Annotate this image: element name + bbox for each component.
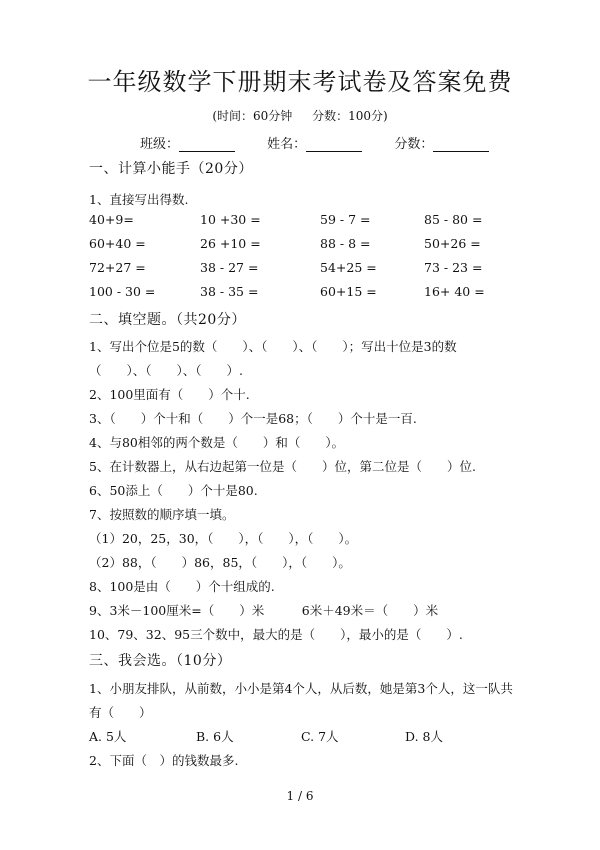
calc-item: 38 - 27 =	[200, 260, 259, 275]
section-1-instruction: 1、直接写出得数.	[89, 192, 189, 207]
total-score: 分数：100分)	[312, 109, 388, 123]
question-line: 6、50添上（ ）个十是80.	[89, 483, 258, 498]
choice-option-a[interactable]: A. 5人	[89, 729, 127, 744]
calc-item: 16+ 40 =	[424, 284, 485, 299]
section-3-heading: 三、我会选。（10分）	[89, 653, 232, 669]
section-1-heading: 一、计算小能手（20分）	[89, 161, 253, 177]
question-line: 8、100是由（ ）个十组成的.	[89, 579, 275, 594]
question-line: 7、按照数的顺序填一填。	[89, 507, 235, 522]
question-line: 有（ ）	[89, 705, 152, 720]
calc-item: 10 +30 =	[200, 212, 261, 227]
question-line: 9、3米－100厘米=（ ）米 6米＋49米＝（ ）米	[89, 603, 439, 618]
question-line: （2）88，（ ）86，85，（ ），（ ）。	[89, 555, 351, 570]
calc-item: 60+40 =	[89, 236, 146, 251]
question-line: 5、在计数器上，从右边起第一位是（ ）位，第二位是（ ）位.	[89, 459, 476, 474]
calc-item: 59 - 7 =	[320, 212, 371, 227]
calc-item: 88 - 8 =	[320, 236, 371, 251]
calc-item: 54+25 =	[320, 260, 377, 275]
calc-item: 73 - 23 =	[424, 260, 483, 275]
time-limit: (时间：60分钟	[212, 109, 293, 123]
calc-item: 26 +10 =	[200, 236, 261, 251]
calc-item: 85 - 80 =	[424, 212, 483, 227]
page-title: 一年级数学下册期末考试卷及答案免费	[87, 68, 513, 96]
question-line: （ ）、（ ）、（ ）.	[89, 363, 243, 378]
name-field[interactable]	[306, 139, 362, 152]
question-line: 3、（ ）个十和（ ）个一是68；（ ）个十是一百.	[89, 411, 417, 426]
choice-option-c[interactable]: C. 7人	[301, 729, 339, 744]
calc-item: 72+27 =	[89, 260, 146, 275]
exam-meta	[0, 107, 600, 124]
score-field[interactable]	[433, 139, 489, 152]
question-line: 2、下面（ ）的钱数最多.	[89, 753, 239, 768]
calc-item: 50+26 =	[424, 236, 481, 251]
question-line: （1）20，25，30，（ ），（ ），（ ）。	[89, 531, 358, 546]
choice-option-d[interactable]: D. 8人	[405, 729, 443, 744]
question-line: 1、小朋友排队，从前数，小小是第4个人，从后数，她是第3个人，这一队共	[89, 681, 513, 696]
calc-item: 38 - 35 =	[200, 284, 259, 299]
score-label: 分数：	[394, 137, 434, 152]
page-number: 1 / 6	[286, 789, 314, 803]
calc-item: 40+9=	[89, 212, 134, 227]
question-line: 1、写出个位是5的数（ ）、（ ）、（ ）；写出十位是3的数	[89, 339, 457, 354]
calc-item: 100 - 30 =	[89, 284, 156, 299]
class-label: 班级：	[140, 137, 180, 152]
question-line: 10、79、32、95三个数中，最大的是（ ），最小的是（ ）.	[89, 627, 463, 642]
name-label: 姓名：	[267, 137, 307, 152]
student-info	[140, 133, 517, 152]
calc-item: 60+15 =	[320, 284, 377, 299]
class-field[interactable]	[179, 139, 235, 152]
question-line: 4、与80相邻的两个数是（ ）和（ ）。	[89, 435, 345, 450]
choice-option-b[interactable]: B. 6人	[196, 729, 234, 744]
section-2-heading: 二、填空题。（共20分）	[89, 312, 246, 328]
question-line: 2、100里面有（ ）个十.	[89, 387, 250, 402]
